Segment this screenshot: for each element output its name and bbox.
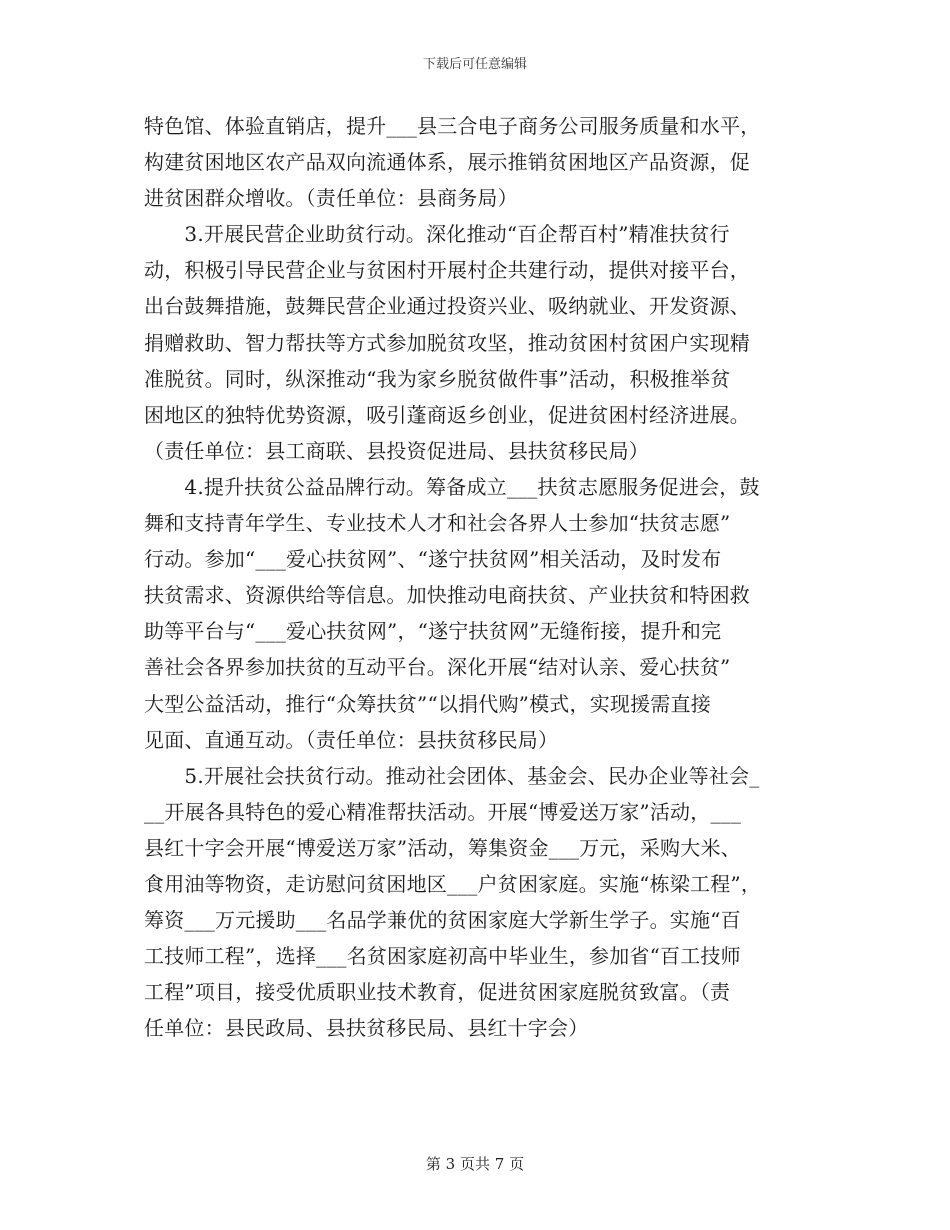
text-line: 大型公益活动，推行“众筹扶贫”“以捐代购”模式，实现援需直接 <box>144 691 711 716</box>
text-line: 舞和支持青年学生、专业技术人才和社会各界人士参加“扶贫志愿” <box>144 511 731 536</box>
page-number: 第 3 页共 7 页 <box>425 1155 525 1173</box>
text-line: 行动。参加“___爱心扶贫网”、“遂宁扶贫网”相关活动，及时发布 <box>144 547 722 572</box>
text-line: 工程”项目，接受优质职业技术教育，促进贫困家庭脱贫致富。（责 <box>144 980 731 1005</box>
text-line: 扶贫需求、资源供给等信息。加快推动电商扶贫、产业扶贫和特困救 <box>144 583 750 608</box>
text-line: 准脱贫。同时，纵深推动“我为家乡脱贫做件事”活动，积极推举贫 <box>144 366 731 391</box>
text-line: 困地区的独特优势资源，吸引蓬商返乡创业，促进贫困村经济进展。 <box>144 402 750 427</box>
page-header: 下载后可任意编辑 <box>422 57 527 72</box>
text-line: 5.开展社会扶贫行动。推动社会团体、基金会、民办企业等社会_ <box>144 763 760 788</box>
text-line: 构建贫困地区农产品双向流通体系，展示推销贫困地区产品资源，促 <box>144 150 750 175</box>
text-line: 工技师工程”，选择___名贫困家庭初高中毕业生，参加省“百工技师 <box>144 944 741 969</box>
text-line: __开展各具特色的爱心精准帮扶活动。开展“博爱送万家”活动，___ <box>144 799 742 824</box>
text-line: 食用油等物资，走访慰问贫困地区___户贫困家庭。实施“栋梁工程”， <box>144 871 762 896</box>
text-line: 任单位：县民政局、县扶贫移民局、县红十字会） <box>144 1016 589 1041</box>
text-line: 县红十字会开展“博爱送万家”活动，筹集资金___万元，采购大米、 <box>144 835 741 860</box>
text-line: 3.开展民营企业助贫行动。深化推动“百企帮百村”精准扶贫行 <box>144 222 730 247</box>
text-line: 动，积极引导民营企业与贫困村开展村企共建行动，提供对接平台， <box>144 258 750 283</box>
text-line: 出台鼓舞措施，鼓舞民营企业通过投资兴业、吸纳就业、开发资源、 <box>144 294 750 319</box>
text-line: 特色馆、体验直销店，提升___县三合电子商务公司服务质量和水平， <box>144 114 761 138</box>
text-line: （责任单位：县工商联、县投资促进局、县扶贫移民局） <box>144 438 649 463</box>
text-line: 善社会各界参加扶贫的互动平台。深化开展“结对认亲、爱心扶贫” <box>144 655 731 680</box>
text-line: 捐赠救助、智力帮扶等方式参加脱贫攻坚，推动贫困村贫困户实现精 <box>144 330 750 355</box>
document-body <box>144 108 816 1046</box>
text-line: 筹资___万元援助___名品学兼优的贫困家庭大学新生学子。实施“百 <box>144 908 741 933</box>
text-line: 助等平台与“___爱心扶贫网”，“遂宁扶贫网”无缝衔接，提升和完 <box>144 619 722 644</box>
text-line: 进贫困群众增收。（责任单位：县商务局） <box>144 186 518 211</box>
text-line: 见面、直通互动。（责任单位：县扶贫移民局） <box>144 727 559 752</box>
text-line: 4.提升扶贫公益品牌行动。筹备成立___扶贫志愿服务促进会，鼓 <box>144 474 760 499</box>
